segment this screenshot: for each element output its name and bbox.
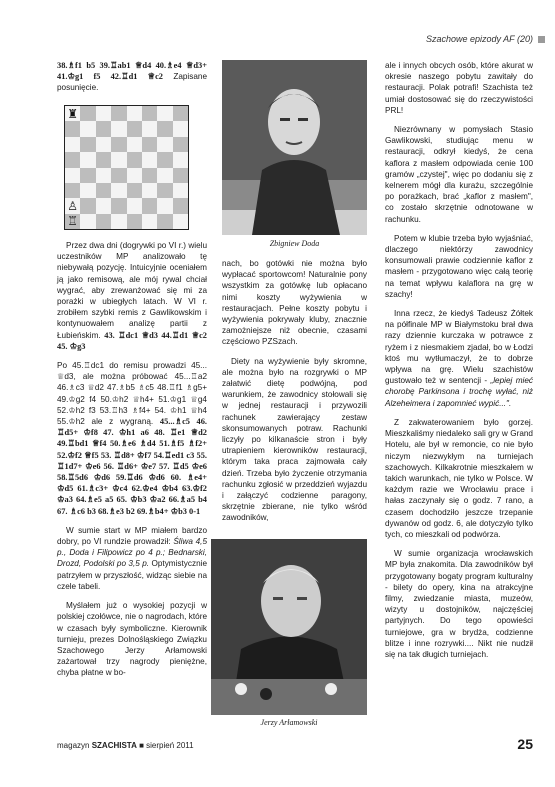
board-square [127, 121, 142, 136]
paragraph: Z zakwaterowaniem było gorzej. Mieszkaliśmy niedaleko sali gry w Grand Hotelu, ale był w remoncie, co nie było niczym niezwykłym na turniejach szachowych. Kilkakrotnie mieszkałem w takich warunkach, nie tylko w Polsce. W każdym razie we Wrocławiu prace i hałas zaczynały się o godz. 7 rano, a czasem dochodziło jeszcze trzepanie dywanów od godz. 6, ale dotyczyło tylko tych, co mieszkali od podwórza. [385, 417, 533, 539]
board-square [111, 137, 126, 152]
photo-caption: Zbigniew Doda [269, 239, 320, 248]
board-square [157, 137, 172, 152]
board-square [142, 121, 157, 136]
paragraph: Po 45.♖dc1 do remisu prowadzi 45... ♕d3, ale można próbować 45...♖a2 46.♗c3 ♕d2 47.♗b5 ♗c5 48.♖f1 ♗g5+ 49.♔g2 f4 50.♔h2 ♕h4+ 51.♔g1 ♕g4 52.♔h2 f3 53.♖h3 ♗f4+ 54. ♔h1 ♕h4 55.♔h2 ale z wygraną. 45...♗c5 46. ♖d5+ ♔f8 47. ♔h1 a6 48. ♖e1 ♕d2 49.♖bd1 ♕f4 50.♗e6 ♗d4 51.♗f5 ♗f2+ 52.♔f2 ♕f5 53. ♖d8+ ♔f7 54.♖ed1 c3 55. ♖1d7+ ♔e6 56. ♖d6+ ♔e7 57. ♖d5 ♔e6 58.♖5d6 ♔d6 59.♖d6 ♔d6 60. ♗e4+ ♔d5 61.♗c3+ ♔c4 62.♔e4 ♔b4 63.♔f2 ♔a3 64.♗e5 a5 65. ♔b3 ♔a2 66.♗a5 b4 67. ♗c6 b3 68.♗e3 b2 69.♗b4+ ♔b3 0-1 [57, 361, 207, 516]
paragraph: Diety na wyżywienie były skromne, ale można było na rozgrywki o MP załatwić dietę podwójną, pod warunkiem, że zawodnicy stołowali się w jednej restauracji i przywozili rachunek zawierający zestaw skonsumowanych potraw. Rachunki liczyły po kilkanaście stron i były utrapieniem kierowników restauracji, którym taka praca zajmowała cały dzień. Trzeba było życzenie otrzymania rachunku zgłosić w przeddzień wyjazdu i załączyć codzienne paragony, skrzętnie zbierane, nie tylko wśród zawodników, [222, 356, 367, 523]
footer-issue: ■ sierpień 2011 [136, 741, 194, 750]
board-square [111, 152, 126, 167]
board-square [173, 183, 188, 198]
board-square [80, 214, 95, 229]
chess-diagram [64, 105, 189, 230]
board-square: ♜ [65, 106, 80, 121]
board-square [111, 106, 126, 121]
board-square [142, 198, 157, 213]
board-square: ♖ [65, 214, 80, 229]
board-square [80, 121, 95, 136]
paragraph: W sumie start w MP miałem bardzo dobry, po VI rundzie prowadził: Śliwa 4,5 p., Doda i Filipowicz po 4 p.; Bednarski, Drozd, Podolski po 3,5 p. Optymistycznie patrzyłem w przyszłość, widząc siebie na czele tabeli. [57, 525, 208, 591]
board-square [127, 183, 142, 198]
board-square [80, 198, 95, 213]
board-square [173, 121, 188, 136]
board-square [80, 152, 95, 167]
board-square [96, 106, 111, 121]
board-square [157, 152, 172, 167]
board-square [173, 198, 188, 213]
board-square [65, 183, 80, 198]
header-title: Szachowe epizody AF (20) [425, 34, 533, 44]
paragraph: Myślałem już o wysokiej pozycji w polskiej czołówce, nie o nagrodach, które w czasach były symboliczne. Kierownik turnieju, prezes Dolnośląskiego Związku Szachowego Jerzy Arłamowski zażartował trzy nagrody pieniężne, chyba płatne w bo- [57, 601, 207, 678]
board-square [127, 168, 142, 183]
board-square [127, 152, 142, 167]
board-square [157, 214, 172, 229]
column-left-top [57, 60, 207, 102]
board-square [111, 214, 126, 229]
board-square [111, 121, 126, 136]
board-square [173, 152, 188, 167]
board-square [65, 137, 80, 152]
board-square [96, 152, 111, 167]
paragraph: W sumie organizacja wrocławskich MP była znakomita. Dla zawodników był przygotowany bogaty program kulturalny - bilety do opery, kina na atrakcyjne filmy, zwiedzanie miasta, muzeów, wizyty u dostojników, najczęściej partyjnych. Do tego opowieści turniejowe, gra w brydża, codzienne blitze i inne rozrywki.... Nikt nie nudził się na tak długich turniejach. [385, 549, 533, 659]
paragraph: Inna rzecz, że kiedyś Tadeusz Żółtek na półfinale MP w Białymstoku brał dwa razy dziennie kurczaka w potrawce z ryżem i z niesmakiem zjadał, bo w Łodzi ktoś mu wytłumaczył, że to dobrze wpływa na grę. Wielu szachistów gustowało też w sentencji - „lepiej mieć chorobę Parkinsona i trochę wyłać, niż Alzeheimera i zapomnieć wypić...". [385, 309, 533, 408]
board-square: ♙ [65, 198, 80, 213]
board-square [65, 152, 80, 167]
game-moves: 45...♗c5 46. ♖d5+ ♔f8 47. ♔h1 a6 48. ♖e1 ♕d2 49.♖bd1 ♕f4 50.♗e6 ♗d4 51.♗f5 ♗f2+ 52.♔f2 ♕f5 53. ♖d8+ ♔f7 54.♖ed1 c3 55. ♖1d7+ ♔e6 56. ♖d6+ ♔e7 57. ♖d5 ♔e6 58.♖5d6 ♔d6 59.♖d6 ♔d6 60. ♗e4+ ♔d5 61.♗c3+ ♔c4 62.♔e4 ♔b4 63.♔f2 ♔a3 64.♗e5 a5 65. ♔b3 ♔a2 66.♗a5 b4 67. ♗c6 b3 68.♗e3 b2 69.♗b4+ ♔b3 0-1 [57, 417, 207, 516]
page-number: 25 [517, 736, 533, 752]
paragraph: Przez dwa dni (dogrywki po VI r.) wielu uczestników MP analizowało tę niebywałą pozycję. Intuicyjnie oceniałem ją jako remisową, ale mój rywal chciał wygrać, aby zrewanżować się mi za porażki w ubiegłych latach. W VI r. zrobiłem szybki remis z Gawlikowskim i kontynuowałem analizę partii z Łubieńskim. 43. ♖dc1 ♕d3 44.♖d1 ♕c2 45. ♔g3 [57, 241, 207, 351]
square-icon [538, 36, 545, 43]
board-square [65, 168, 80, 183]
board-square [65, 121, 80, 136]
board-square [142, 214, 157, 229]
paragraph: ale i innych obcych osób, które akurat w okresie naszego pobytu zawitały do restauracji. Polak potrafi! Szachista też umiał dostosować się do rzeczywistości PRL! [385, 61, 533, 115]
board-square [96, 121, 111, 136]
board-square [80, 106, 95, 121]
board-square [80, 137, 95, 152]
board-square [142, 168, 157, 183]
board-square [157, 106, 172, 121]
board-square [173, 168, 188, 183]
board-square [157, 198, 172, 213]
board-square [142, 106, 157, 121]
board-square [142, 152, 157, 167]
board-square [111, 168, 126, 183]
board-square [142, 183, 157, 198]
board-square [127, 106, 142, 121]
board-square [127, 214, 142, 229]
board-square [111, 183, 126, 198]
board-square [173, 137, 188, 152]
game-moves: 38.♗f1 b5 39.♖ab1 ♕d4 40.♗e4 ♕d3+ 41.♔g1 f5 42.♖d1 ♕c2 [57, 61, 207, 82]
board-square [111, 198, 126, 213]
board-square [127, 198, 142, 213]
game-moves: 43. ♖dc1 ♕d3 44.♖d1 ♕c2 45. ♔g3 [57, 330, 207, 351]
board-square [157, 183, 172, 198]
board-square [142, 137, 157, 152]
board-square [127, 137, 142, 152]
photo-zbigniew-doda [222, 60, 367, 235]
board-square [96, 168, 111, 183]
paragraph: Potem w klubie trzeba było wyjaśniać, dlaczego niektórzy zawodnicy konsumowali prawie codziennie kaflor z masłem - przygotowano więc całą teorię na temat wpływu kalaflora na grę w szachy! [385, 233, 533, 299]
board-square [96, 183, 111, 198]
board-square [173, 106, 188, 121]
board-square [80, 168, 95, 183]
board-square [96, 198, 111, 213]
paragraph: Niezrównany w pomysłach Stasio Gawlikowski, studiując menu w restauracji, odkrył kiedyś, że cena kaflora z masłem odpowiada cenie 100 gramów „czystej", więc po dodaniu się z kelnerem mógł dla kurażu, szczególnie po porażkach, brać „kaflor z masłem", co zostało skrzętnie odnotowane w rachunku. [385, 125, 533, 224]
paragraph: nach, bo gotówki nie można było wypłacać sportowcom! Naturalnie pony wszystkim za gotówkę lub opłacano nimi koszty wyżywienia w restauracjach. Pełne koszty pobytu i wyżywienia pokrywały kluby, znacznie zamożniejsze niż obecnie, czasami częściowo PZSzach. [222, 259, 367, 347]
board-square [96, 137, 111, 152]
photo-caption: Jerzy Arłamowski [260, 718, 318, 727]
column-middle [222, 258, 367, 532]
column-left [57, 240, 207, 687]
footer-magazine: magazyn [57, 741, 92, 750]
paragraph-text: Zapisane posunięcie. [57, 72, 207, 93]
board-square [157, 168, 172, 183]
photo-jerzy-arlamowski [211, 539, 367, 715]
column-right [385, 60, 533, 668]
footer-brand: SZACHISTA [91, 741, 137, 750]
board-square [80, 183, 95, 198]
page-header [426, 34, 545, 44]
board-square [96, 214, 111, 229]
board-square [173, 214, 188, 229]
board-square [157, 121, 172, 136]
page-footer [57, 741, 194, 750]
